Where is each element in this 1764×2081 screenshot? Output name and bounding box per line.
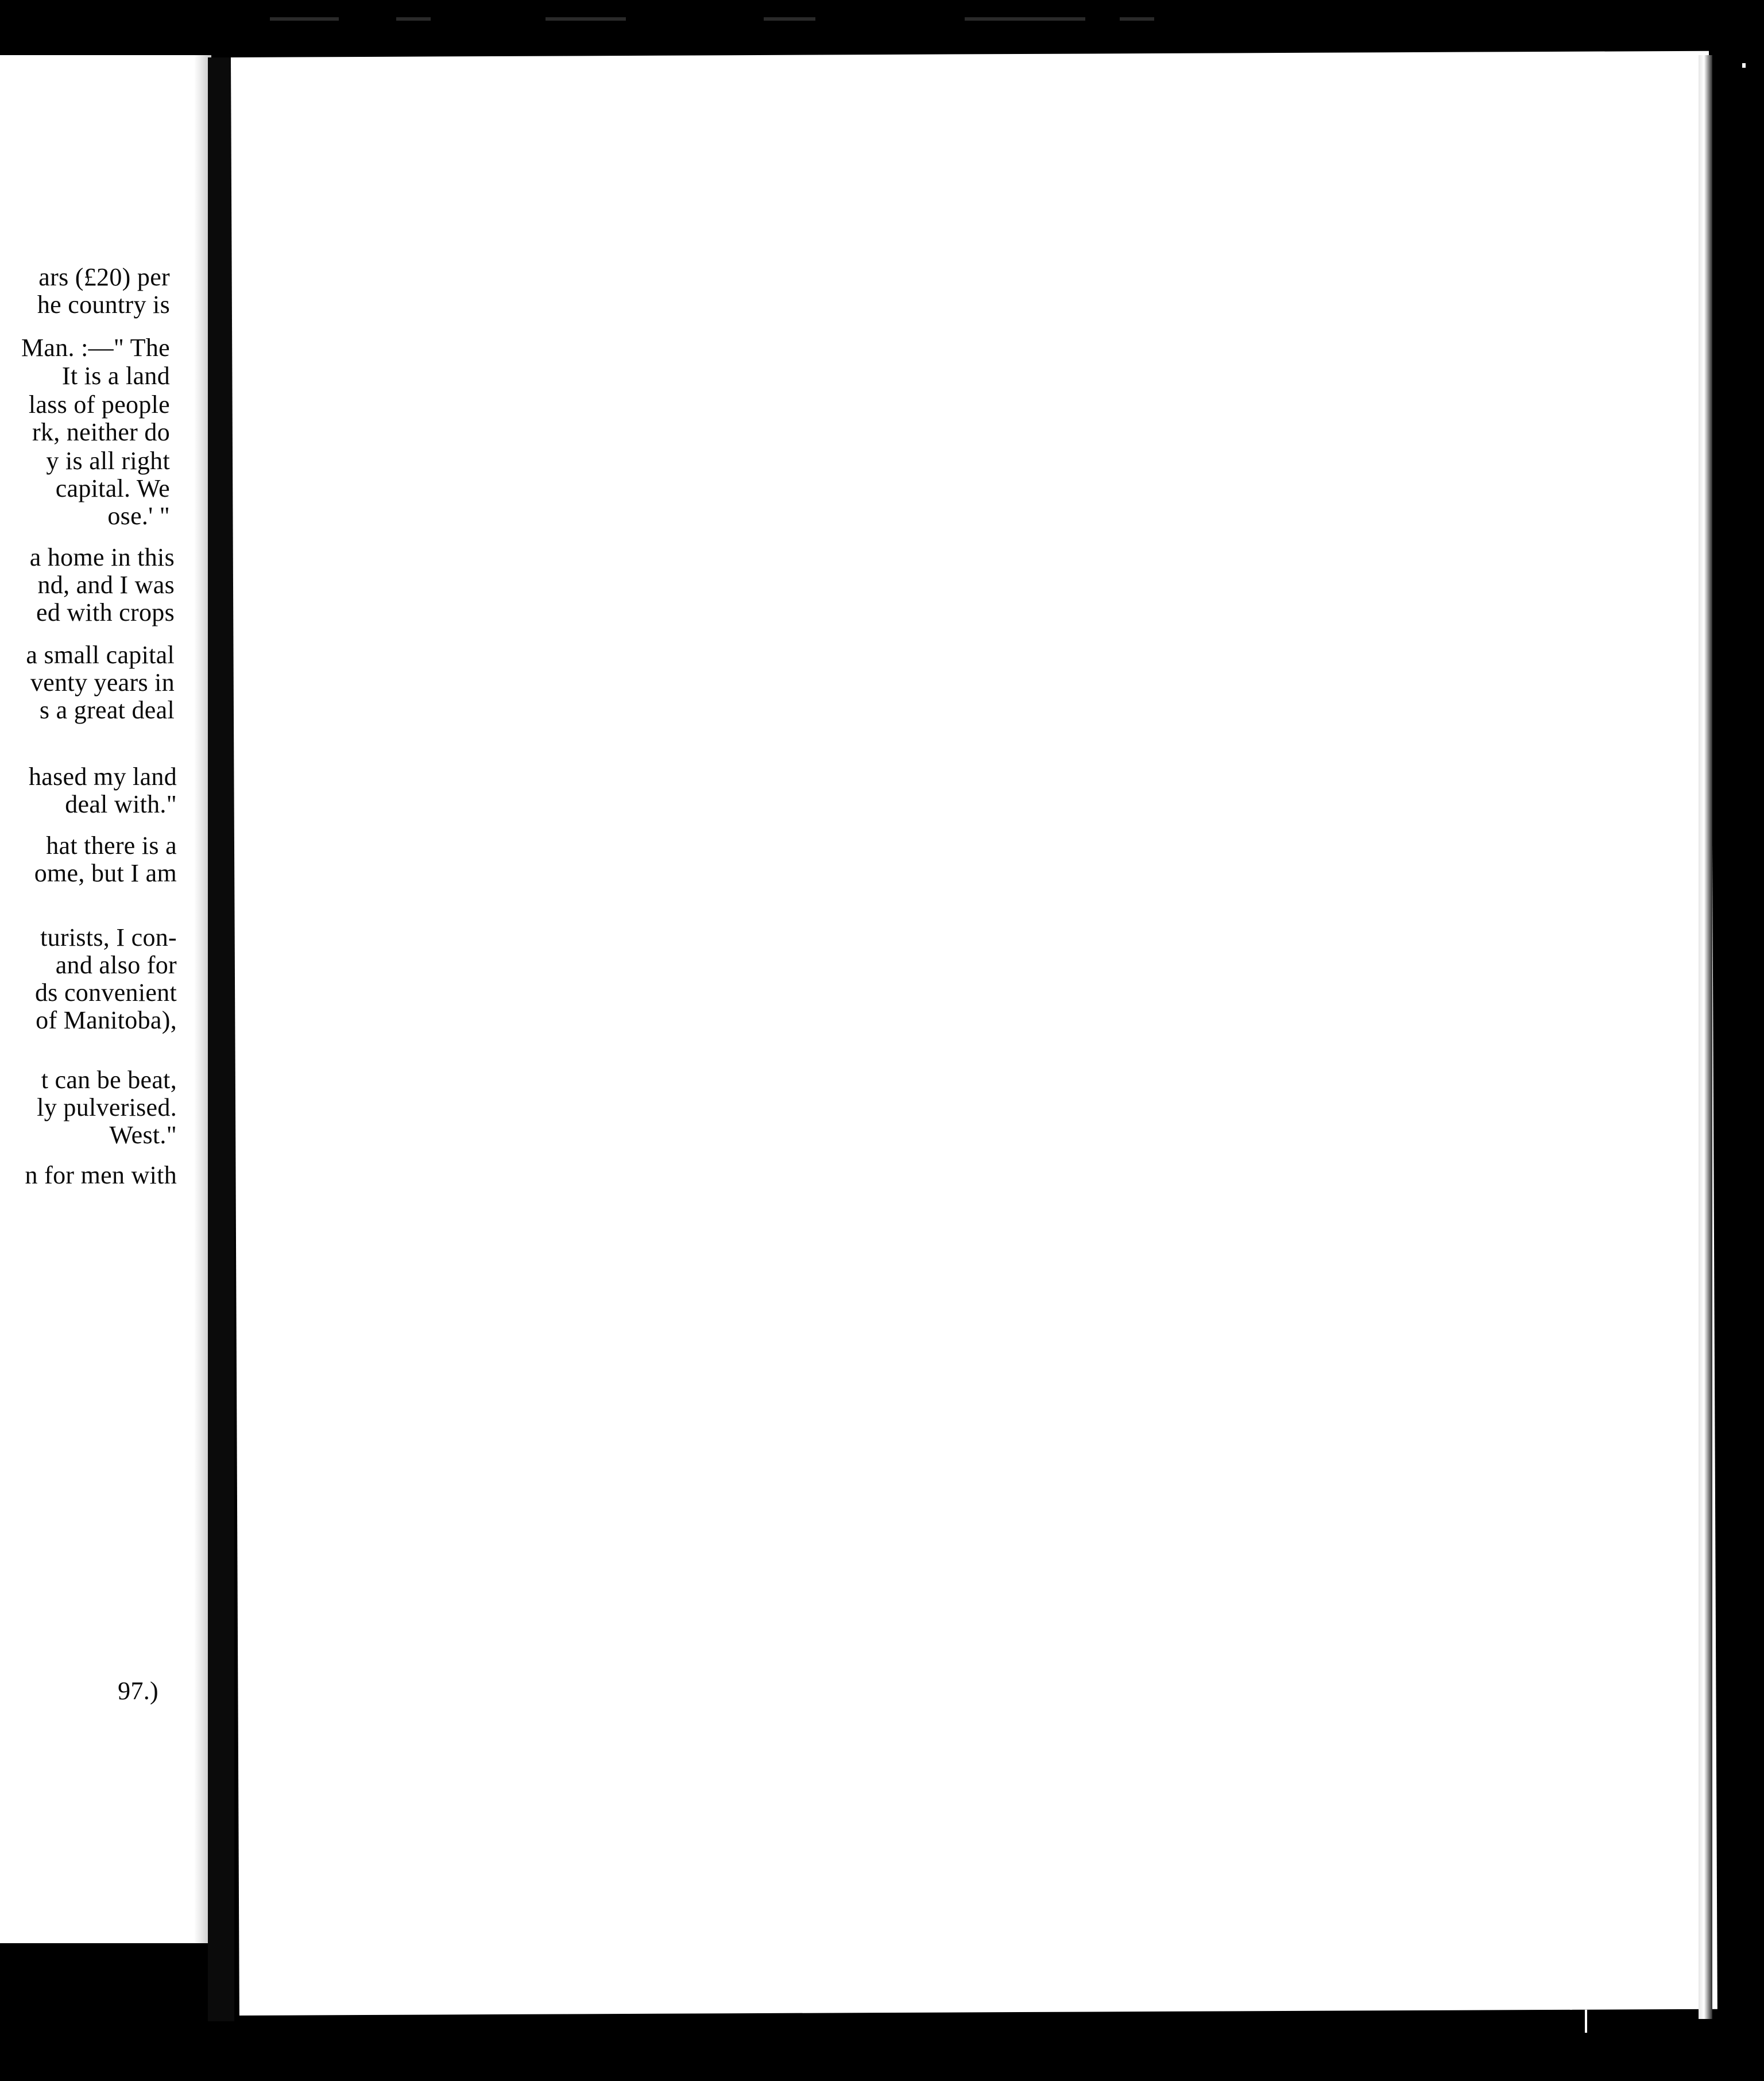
text-line: turists, I con- xyxy=(40,923,177,951)
text-line: lass of people xyxy=(28,390,170,419)
text-line: s a great deal xyxy=(39,696,175,724)
text-line: a home in this xyxy=(29,543,175,571)
text-line: ose.' " xyxy=(107,502,170,530)
text-line: he country is xyxy=(37,291,170,319)
text-line: venty years in xyxy=(30,668,175,697)
scan-artifact xyxy=(1742,63,1746,68)
right-page xyxy=(231,51,1717,2016)
text-line: deal with." xyxy=(65,790,177,818)
left-page xyxy=(0,55,211,1943)
text-line: rk, neither do xyxy=(32,418,170,446)
text-line: y is all right xyxy=(46,447,170,475)
text-line: hased my land xyxy=(28,763,177,791)
text-line: t can be beat, xyxy=(41,1066,177,1094)
text-line: Man. :—" The xyxy=(21,334,170,362)
text-line: ly pulverised. xyxy=(37,1093,177,1121)
text-line: capital. We xyxy=(55,474,170,502)
text-line: a small capital xyxy=(26,641,175,669)
text-line: of Manitoba), xyxy=(36,1006,177,1034)
text-line: West." xyxy=(109,1121,177,1149)
text-line: and also for xyxy=(55,951,177,979)
text-line: hat there is a xyxy=(46,831,177,860)
text-line: ds convenient xyxy=(34,978,177,1007)
scan-artifact xyxy=(1570,1975,1572,2010)
right-page-edge xyxy=(1699,55,1712,2019)
text-line: n for men with xyxy=(25,1161,177,1189)
text-line: nd, and I was xyxy=(37,571,175,599)
left-page-text xyxy=(0,55,211,1943)
text-line: 97.) xyxy=(118,1677,158,1705)
text-line: ed with crops xyxy=(36,598,175,626)
text-line: It is a land xyxy=(61,362,170,390)
binding-fold xyxy=(208,57,234,2021)
text-line: ome, but I am xyxy=(34,859,177,887)
text-line: ars (£20) per xyxy=(38,263,170,291)
scan-top-margin xyxy=(0,0,1764,55)
scan-artifact xyxy=(1585,2010,1587,2033)
top-edge-marks xyxy=(247,17,1338,40)
